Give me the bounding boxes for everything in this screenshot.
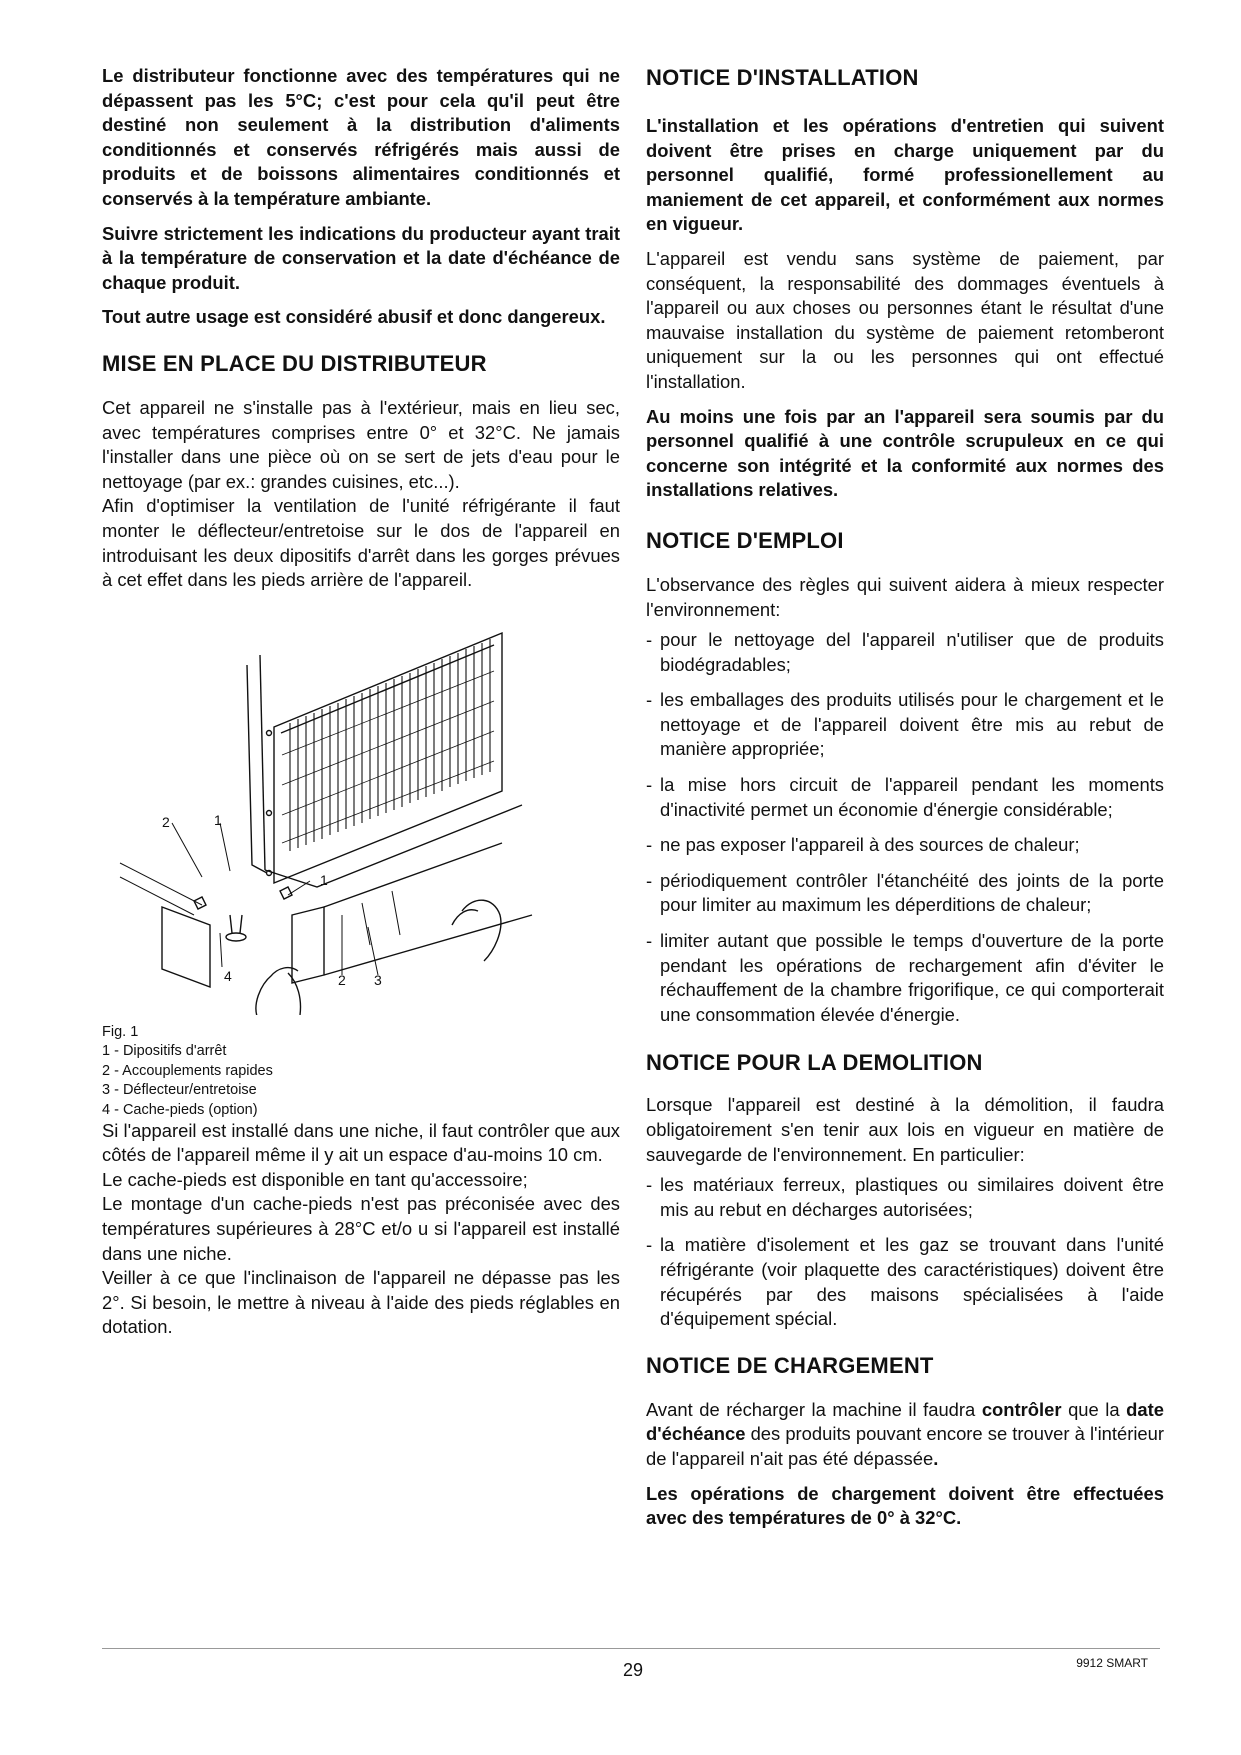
page-number: 29	[622, 1660, 644, 1680]
callout-4: 4	[224, 967, 232, 984]
demolition-intro: Lorsque l'appareil est destiné à la démolition, il faudra obligatoirement s'en tenir aux lois en vigueur en matière de sauvegarde de l'environnement. En particulier:	[646, 1094, 1164, 1165]
list-item: - limiter autant que possible le temps d'ouverture de la porte pendant les opérations de rechargement afin d'éviter le réchauffement de la chambre frigorifique, ce qui comporterait une consommation élevée d'énergie.	[646, 929, 1164, 1027]
chargement-text: que la	[1061, 1398, 1127, 1420]
callout-2-top: 2	[162, 813, 170, 830]
chargement-bold-paragraph: Les opérations de chargement doivent être effectuées avec des températures de 0° à 32°C.	[646, 1482, 1164, 1529]
figure-caption	[102, 1023, 273, 1121]
list-item: - la mise hors circuit de l'appareil pendant les moments d'inactivité permet un économie d'énergie considérable;	[646, 773, 1164, 822]
installation-paragraph: L'appareil est vendu sans système de paiement, par conséquent, la responsabilité des dommages éventuels à l'appareil ou aux choses ou personnes étant le résultat d'une mauvaise installation du système de paiement retomberont uniquement sur la ou les personnes qui ont effectué l'installation.	[646, 247, 1164, 392]
section-title-installation: NOTICE D'INSTALLATION	[646, 65, 919, 90]
emploi-intro: L'observance des règles qui suivent aidera à mieux respecter l'environnement:	[646, 573, 1164, 620]
document-code: 9912 SMART	[1076, 1656, 1148, 1670]
intro-paragraph-2: Suivre strictement les indications du producteur ayant trait à la température de conservation et la date d'échéance de chaque produit.	[102, 222, 620, 293]
demolition-list	[646, 1173, 1164, 1332]
legend-item: 3 - Déflecteur/entretoise	[102, 1082, 257, 1099]
callout-2-bottom: 2	[338, 971, 346, 988]
callout-1-top: 1	[214, 811, 222, 828]
figure-1	[102, 615, 620, 1125]
legend-item: 4 - Cache-pieds (option)	[102, 1101, 258, 1118]
list-item: - périodiquement contrôler l'étanchéité des joints de la porte pour limiter au maximum les déperditions de chaleur;	[646, 869, 1164, 918]
legend-item: 1 - Dipositifs d'arrêt	[102, 1043, 227, 1060]
niche-paragraph-1: Si l'appareil est installé dans une niche, il faut contrôler que aux côtés de l'appareil même il y ait un espace d'au-moins 10 cm.	[102, 1119, 620, 1166]
callout-3: 3	[374, 971, 382, 988]
figure-callouts	[102, 615, 620, 1015]
footer-rule	[102, 1648, 1160, 1649]
list-item: - pour le nettoyage del l'appareil n'utiliser que de produits biodégradables;	[646, 628, 1164, 677]
section-title-chargement: NOTICE DE CHARGEMENT	[646, 1352, 934, 1378]
left-column	[102, 64, 620, 1350]
installation-bold-paragraph: L'installation et les opérations d'entretien qui suivent doivent être prises en charge uniquement par du personnel qualifié, formé professionellement au maniement de cet appareil, et conformément aux normes en vigueur.	[646, 115, 1164, 235]
intro-paragraph-3: Tout autre usage est considéré abusif et donc dangereux.	[102, 306, 606, 328]
intro-paragraph-1: Le distributeur fonctionne avec des températures qui ne dépassent pas les 5°C; c'est pour cela qu'il peut être destiné non seulement à la distribution d'aliments conditionnés et conservés réfrigérés mais aussi de produits et de boissons alimentaires conditionnés et conservés à la température ambiante.	[102, 65, 620, 209]
mise-en-place-paragraph-2: Afin d'optimiser la ventilation de l'unité réfrigérante il faut monter le déflecteur/entretoise sur le dos de l'appareil en introduisant les deux dipositifs d'arrêt dans les gorges prévues à cet effet dans les pieds arrière de l'appareil.	[102, 495, 620, 591]
niche-paragraph-3: Le montage d'un cache-pieds n'est pas préconisée avec des températures supérieures à 28°C et/o u si l'appareil est installé dans une niche.	[102, 1193, 620, 1264]
callout-1-mid: 1	[320, 871, 328, 888]
mise-en-place-paragraph-1: Cet appareil ne s'installe pas à l'extérieur, mais en lieu sec, avec températures comprises entre 0° et 32°C. Ne jamais l'installer dans une pièce où on se sert de jets d'eau pour le nettoyage (par ex.: grandes cuisines, etc...).	[102, 396, 620, 492]
niche-paragraph-2: Le cache-pieds est disponible en tant qu'accessoire;	[102, 1168, 528, 1190]
list-item: - les matériaux ferreux, plastiques ou similaires doivent être mis au rebut en décharges autorisées;	[646, 1173, 1164, 1222]
right-column	[646, 64, 1164, 1541]
chargement-paragraph	[646, 1398, 1164, 1472]
legend-item: 2 - Accouplements rapides	[102, 1062, 273, 1079]
chargement-text-bold: contrôler	[981, 1398, 1062, 1420]
section-title-demolition: NOTICE POUR LA DEMOLITION	[646, 1050, 983, 1076]
emploi-list	[646, 628, 1164, 1027]
section-title-emploi: NOTICE D'EMPLOI	[646, 527, 844, 553]
installation-bold-paragraph-2: Au moins une fois par an l'appareil sera soumis par du personnel qualifié à une contrôle scrupuleux en ce qui concerne son intégrité et la conformité aux normes des installations relatives.	[646, 405, 1164, 501]
list-item: - les emballages des produits utilisés pour le chargement et le nettoyage et de l'appareil doivent être mis au rebut de manière appropriée;	[646, 688, 1164, 762]
list-item: - ne pas exposer l'appareil à des sources de chaleur;	[646, 833, 1164, 858]
chargement-text: Avant de récharger la machine il faudra	[646, 1398, 982, 1420]
chargement-text-bold: .	[933, 1447, 939, 1469]
chargement-text: des produits pouvant encore se trouver à l'intérieur de l'appareil n'ait pas été dépassée	[646, 1423, 1165, 1469]
chargement-text-bold: date d'échéance	[646, 1398, 1164, 1445]
niche-paragraph-4: Veiller à ce que l'inclinaison de l'appareil ne dépasse pas les 2°. Si besoin, le mettre à niveau à l'aide des pieds réglables en dotation.	[102, 1267, 620, 1338]
figure-title: Fig. 1	[102, 1023, 139, 1040]
section-title-mise-en-place: MISE EN PLACE DU DISTRIBUTEUR	[102, 350, 487, 376]
list-item: - la matière d'isolement et les gaz se trouvant dans l'unité réfrigérante (voir plaquette des caractéristiques) doivent être récupérés par des maisons spécialisées à l'aide d'équipement spécial.	[646, 1233, 1164, 1331]
